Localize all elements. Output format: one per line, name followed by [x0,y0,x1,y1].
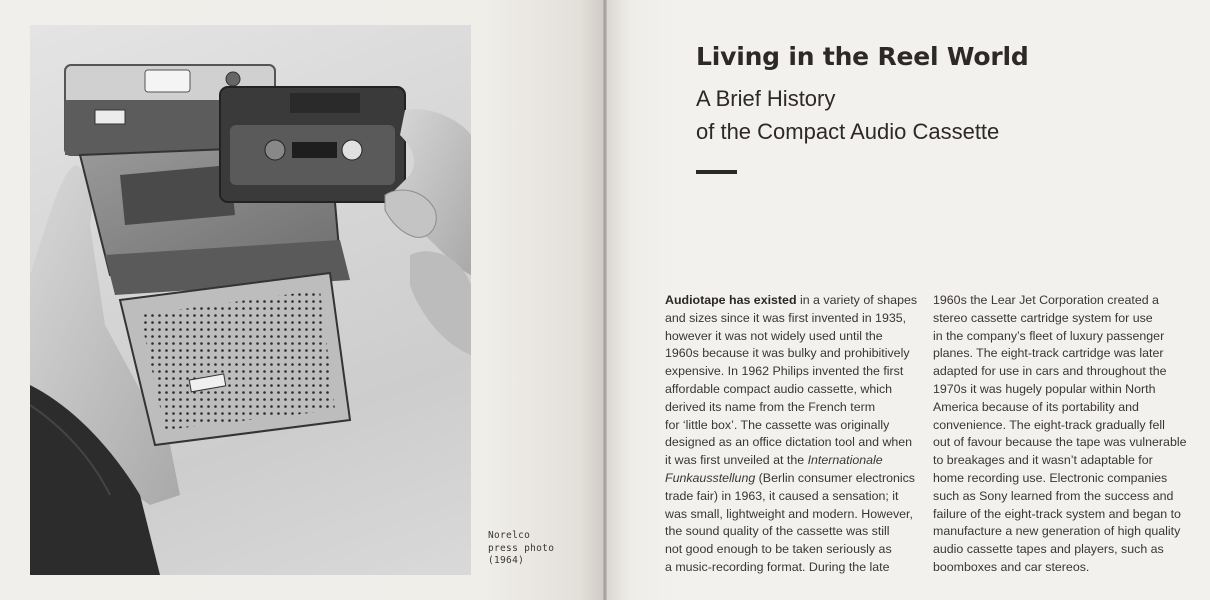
body-line: not good enough to be taken seriously as [665,542,892,557]
body-line: such as Sony learned from the success and [933,488,1174,503]
body-line: audio cassette tapes and players, such as [933,542,1164,557]
body-line: derived its name from the French term [665,399,876,414]
italic-term: Funkausstellung [665,470,756,485]
body-line: 1960s because it was bulky and prohibitively [665,346,910,361]
body-text: it was first unveiled at the [665,453,808,468]
subtitle-line: A Brief History [696,86,836,111]
body-line: America because of its portability and [933,399,1139,414]
body-line: 1970s it was hugely popular within North [933,381,1156,396]
heading-rule [696,170,737,174]
caption-line: (1964) [488,555,525,566]
body-line: and sizes since it was first invented in 1935, [665,310,907,325]
book-gutter [603,0,607,600]
italic-term: Internationale [807,453,883,468]
body-column-1 [665,292,918,577]
chapter-title: Living in the Reel World [696,42,1029,71]
photo-caption [488,530,568,568]
body-line: 1960s the Lear Jet Corporation created a [933,293,1159,307]
lead-in: Audiotape has existed [665,293,797,307]
chapter-subtitle [696,82,999,148]
body-line: the sound quality of the cassette was still [665,524,890,539]
caption-line: Norelco [488,530,531,541]
body-line: boomboxes and car stereos. [933,559,1090,574]
body-line: for ‘little box’. The cassette was originally [665,417,890,432]
body-line: however it was not widely used until the [665,328,883,343]
body-line: adapted for use in cars and throughout the [933,364,1167,379]
body-text: in a variety of shapes [796,293,918,307]
body-line: convenience. The eight-track gradually fell [933,417,1165,432]
body-line: affordable compact audio cassette, which [665,381,893,396]
body-line: manufacture a new generation of high quality [933,524,1181,539]
body-line: was small, lightweight and modern. However, [665,506,913,521]
body-line: in the company’s fleet of luxury passenger [933,328,1165,343]
body-line: out of favour because the tape was vulnerable [933,435,1187,450]
body-line: trade fair) in 1963, it caused a sensation; it [665,488,899,503]
norelco-recorder-photo [30,25,471,575]
body-line: to breakages and it wasn’t adaptable for [933,453,1153,468]
body-line: planes. The eight-track cartridge was later [933,346,1164,361]
subtitle-line: of the Compact Audio Cassette [696,119,1000,144]
caption-line: press photo [488,542,555,554]
body-column-2 [933,292,1188,577]
body-line: expensive. In 1962 Philips invented the first [665,364,904,379]
body-line: designed as an office dictation tool and when [665,435,913,450]
body-line: a music-recording format. During the late [665,559,890,574]
body-text: (Berlin consumer electronics [755,470,915,485]
body-line [665,470,915,488]
body-line [665,292,918,310]
body-line: failure of the eight-track system and began to [933,506,1181,521]
body-line [665,452,915,470]
body-line: stereo cassette cartridge system for use [933,310,1153,325]
body-line: home recording use. Electronic companies [933,470,1168,485]
